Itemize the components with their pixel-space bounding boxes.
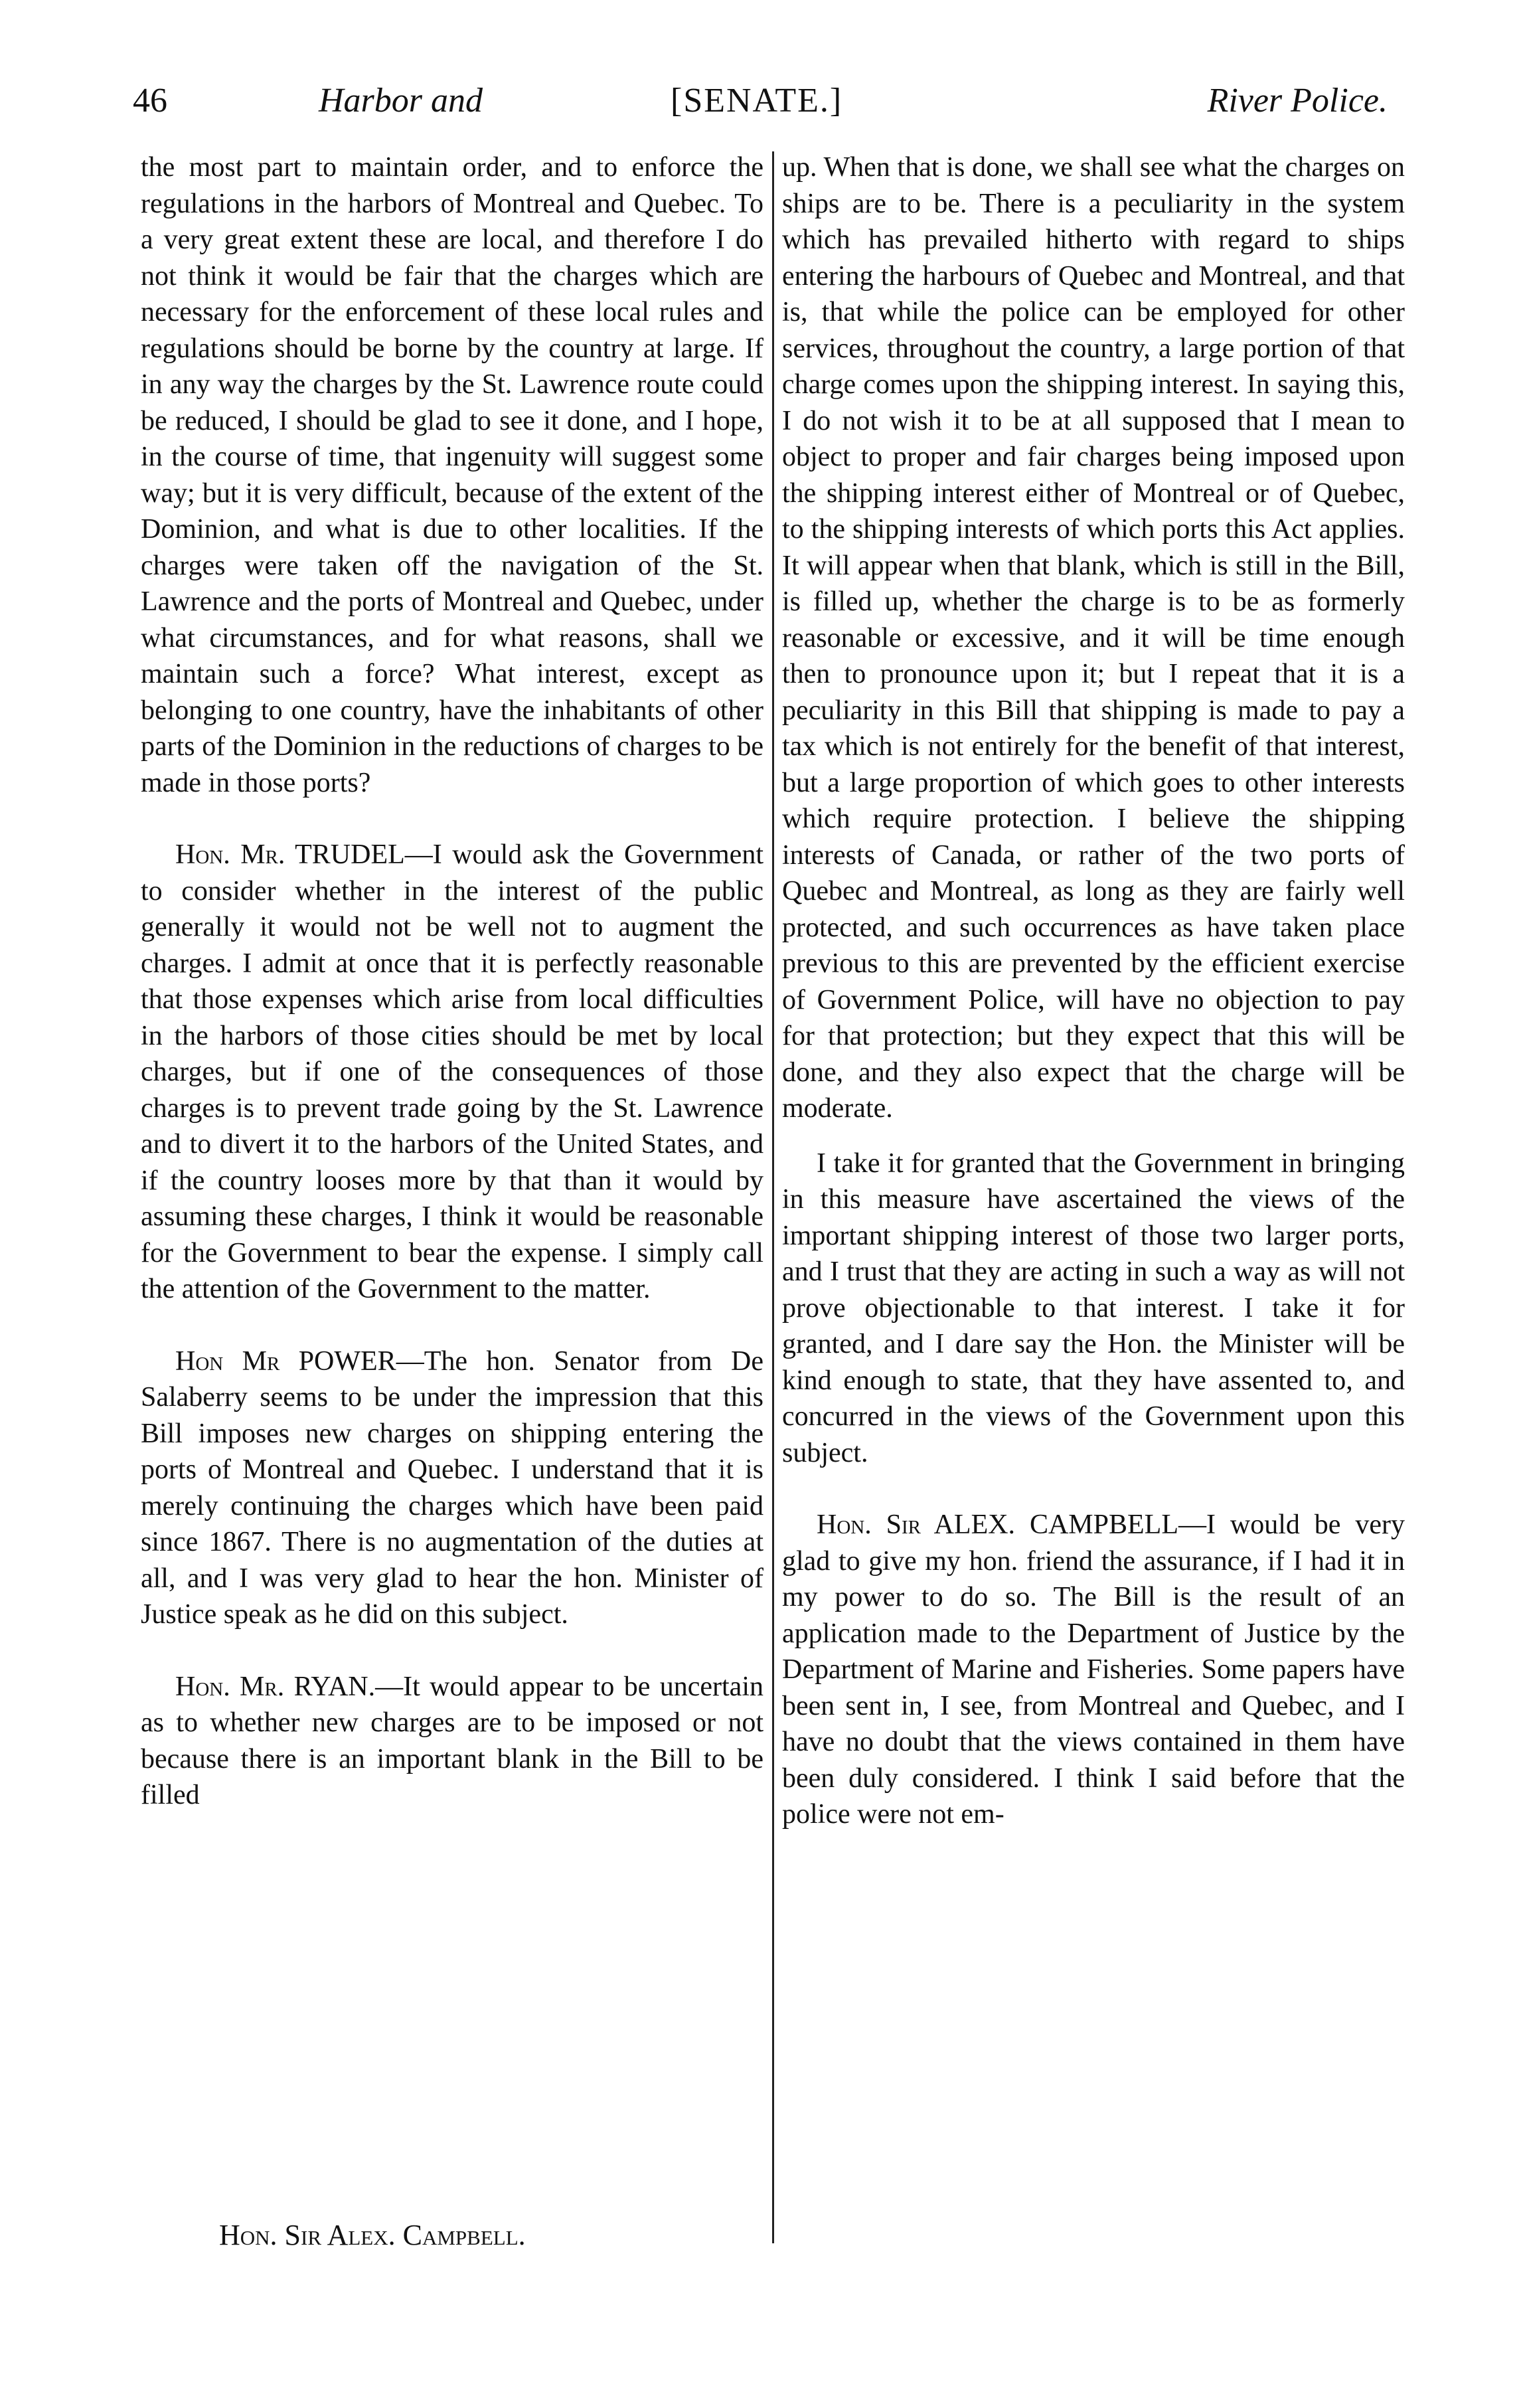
speaker-name: Hon. Sir ALEX. CAMPBELL — [817, 1509, 1178, 1540]
column-divider — [772, 151, 774, 2243]
paragraph: the most part to maintain order, and to enforce the regulations in the harbors of Montreal and Quebec. To a very great extent these are local, and therefore I do not think it would be fair that the charges which are necessary for the enforcement of these local rules and regulations should be borne by the country at large. If in any way the charges by the St. Lawrence route could be reduced, I should be glad to see it done, and I hope, in the course of time, that ingenuity will suggest some way; but it is very difficult, because of the extent of the Dominion, and what is due to other localities. If the charges were taken off the navigation of the St. Lawrence and the ports of Montreal and Quebec, under what circumstances, and for what reasons, shall we maintain such a force? What interest, except as belonging to one country, have the inhabitants of other parts of the Dominion in the reductions of charges to be made in those ports? — [141, 152, 763, 798]
speaker-name: Hon Mr POWER — [175, 1345, 396, 1377]
speech-paragraph — [141, 1343, 763, 1633]
page-number: 46 — [133, 82, 167, 120]
speech-paragraph — [782, 1507, 1405, 1833]
speech-text: —I would be very glad to give my hon. friend the assurance, if I had it in my power to do so. The Bill is the result of an application made to the Department of Justice by the Department of Marine and Fisheries. Some papers have been sent in, I see, from Montreal and Quebec, and I have no doubt that the views contained in them have been duly considered. I think I said before that the police were not em- — [782, 1509, 1405, 1830]
page-header — [133, 74, 1388, 128]
speech-paragraph — [141, 1669, 763, 1814]
speech-paragraph — [141, 837, 763, 1308]
speech-text: —It would appear to be uncertain as to whether new charges are to be imposed or not because there is an important blank in the Bill to be filled — [141, 1671, 763, 1810]
paragraph: I take it for granted that the Government in bringing in this measure have ascertained the views of the important shipping interest of those two larger ports, and I trust that they are acting in such a way as will not prove objectionable to that interest. I take it for granted, and I dare say the Hon. the Minister will be kind enough to state, that they have assented to, and concurred in the views of the Government upon this subject. — [782, 1148, 1405, 1468]
catchword: Hon. Sir Alex. Campbell. — [219, 2219, 526, 2251]
speaker-name: Hon. Mr. RYAN. — [175, 1671, 376, 1702]
left-column — [141, 149, 763, 1814]
running-title-center: [SENATE.] — [671, 82, 843, 120]
speaker-name: Hon. Mr. TRUDEL — [175, 839, 405, 870]
speech-text: —I would ask the Government to consider whether in the interest of the public generally it would not be well not to augment the charges. I admit at once that it is perfectly reasonable that those expenses which arise from local difficulties in the harbors of those cities should be met by local charges, but if one of the consequences of those charges is to prevent trade going by the St. Lawrence and to divert it to the harbors of the United States, and if the country looses more by that than it would by assuming these charges, I think it would be reasonable for the Government to bear the expense. I simply call the attention of the Government to the matter. — [141, 839, 763, 1304]
paragraph: up. When that is done, we shall see what the charges on ships are to be. There is a peculiarity in the system which has prevailed hitherto with regard to ships entering the harbours of Quebec and Montreal, and that is, that while the police can be employed for other services, throughout the country, a large portion of that charge comes upon the shipping interest. In saying this, I do not wish it to be at all supposed that I mean to object to proper and fair charges being imposed upon the shipping interest either of Montreal or of Quebec, to the shipping interests of which ports this Act applies. It will appear when that blank, which is still in the Bill, is filled up, whether the charge is to be as formerly reasonable or excessive, and it will be time enough then to pronounce upon it; but I repeat that it is a peculiarity in this Bill that shipping is made to pay a tax which is not entirely for the benefit of that interest, but a large proportion of which goes to other interests which require protection. I believe the shipping interests of Canada, or rather of the two ports of Quebec and Montreal, as long as they are fairly well protected, and such occurrences as have taken place previous to this are prevented by the efficient exercise of Government Police, will have no objection to pay for that protection; but they expect that this will be done, and they also expect that the charge will be moderate. — [782, 152, 1405, 1124]
running-title-right: River Police. — [1207, 82, 1388, 120]
right-column — [782, 149, 1405, 1833]
speech-text: —The hon. Senator from De Salaberry seems to be under the impression that this Bill imposes new charges on shipping entering the ports of Montreal and Quebec. I understand that it is merely continuing the charges which have been paid since 1867. There is no augmentation of the duties at all, and I was very glad to hear the hon. Minister of Justice speak as he did on this subject. — [141, 1345, 763, 1630]
running-title-left: Harbor and — [319, 82, 483, 120]
